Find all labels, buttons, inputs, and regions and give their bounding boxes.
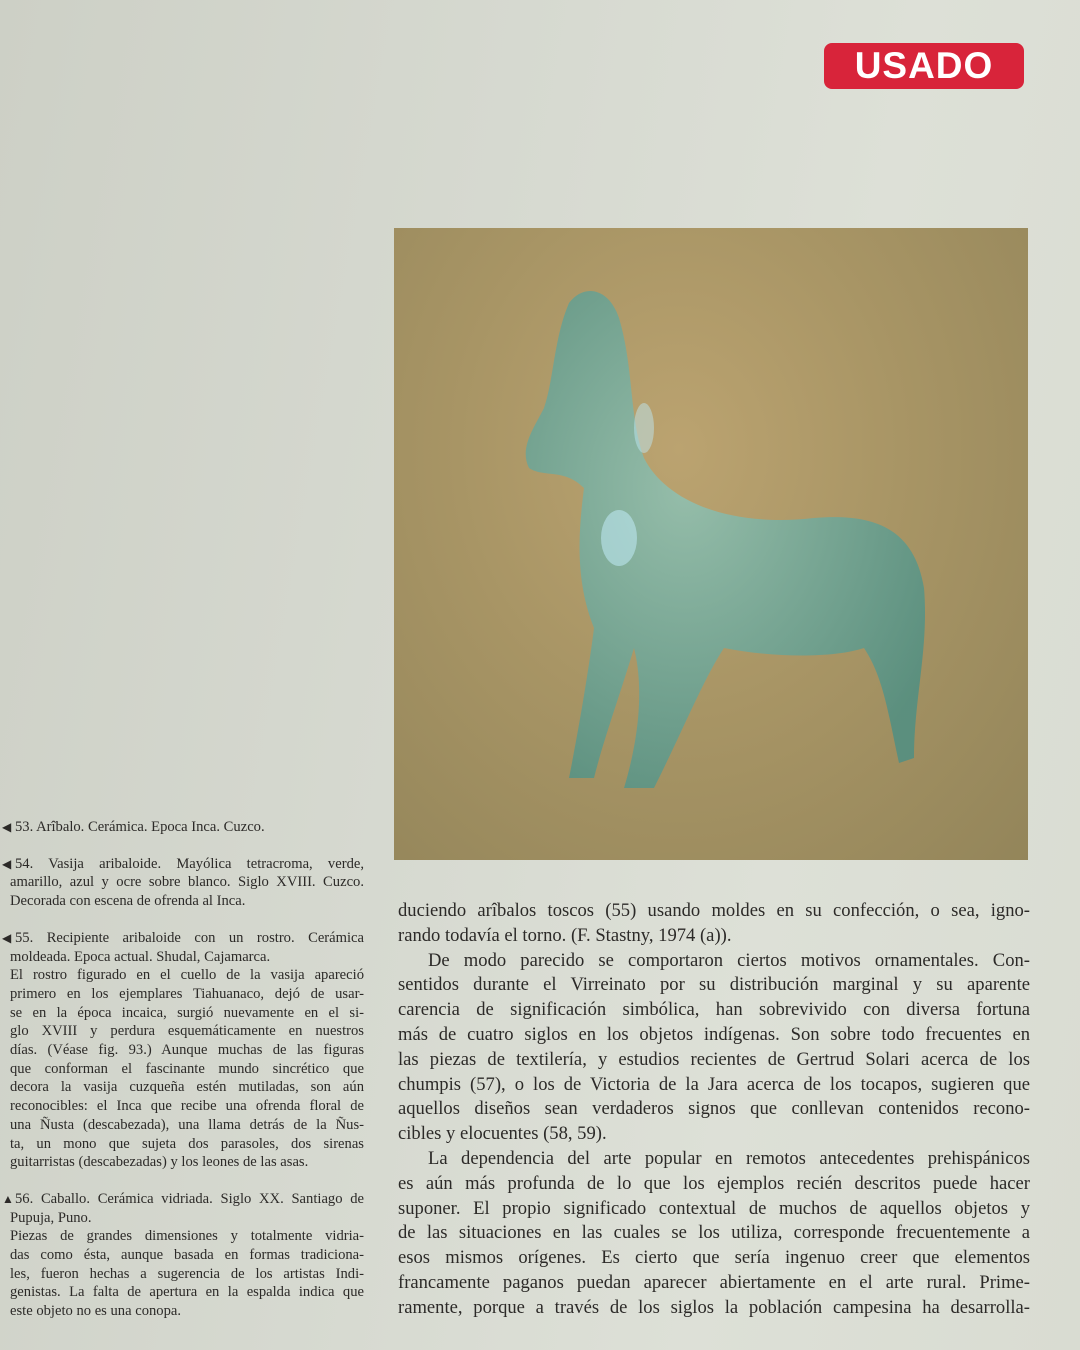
caption-53: ◀ 53. Arîbalo. Cerámica. Epoca Inca. Cuzco. <box>2 819 265 835</box>
horse-photo <box>394 228 1028 860</box>
caption-54: ◀ 54. Vasija aribaloide. Mayólica tetracroma, verde, amarillo, azul y ocre sobre blanco. Siglo XVIII. Cuzco. Decorada con escena de ofrenda al Inca. <box>2 855 364 910</box>
figure-captions <box>2 818 364 1334</box>
caret-left-icon: ◀ <box>2 820 12 834</box>
used-badge: USADO <box>824 43 1024 89</box>
caret-up-icon: ▲ <box>2 1191 14 1206</box>
caret-left-icon: ◀ <box>2 930 12 945</box>
caption-56: ▲ 56. Caballo. Cerámica vidriada. Siglo XX. Santiago de Pupuja, Puno. Piezas de grandes dimensiones y totalmente vidria- das como ésta, aunque basada en formas tradiciona- les, fueron hechas a sugerencia de los artistas Indi- genistas. La falta de apertura en la espalda indica que este objeto no es una conopa. <box>2 1190 364 1320</box>
caption-55: ◀ 55. Recipiente aribaloide con un rostro. Cerámica moldeada. Epoca actual. Shudal, Cajamarca. El rostro figurado en el cuello de la vasija apareció primero en los ejemplares Tiahuanaco, dejó de usar- se en la época incaica, surgió nuevamente en el si- glo XVIII y perdura esquemáticamente en nuestros días. (Véase fig. 93.) Aunque muchas de las figuras que conforman el fascinante mundo sincrético que decora la vasija cuzqueña estén mutiladas, son aún reconocibles: el Inca que recibe una ofrenda floral de una Ñusta (descabezada), una llama detrás de la Ñus- ta, un mono que sujeta dos parasoles, dos sirenas guitarristas (descabezadas) y los leones de las asas. <box>2 929 364 1171</box>
body-text <box>398 899 1030 1321</box>
paragraph: duciendo arîbalos toscos (55) usando moldes en su confección, o sea, igno- rando todavía el torno. (F. Stastny, 1974 (a)). <box>398 900 1030 946</box>
paragraph: La dependencia del arte popular en remotos antecedentes prehispánicos es aún más profunda de lo que los ejemplos recién descritos puede hacer suponer. El propio significado contextual de muchos de aquellos objetos y de las situaciones en las cuales se los utiliza, corresponde frecuentemente a esos mismos orígenes. Es cierto que sería ingenuo creer que elementos francamente paganos puedan aparecer abiertamente en el arte rural. Prime- ramente, porque a través de los siglos la población campesina ha desarrolla- <box>398 1147 1030 1318</box>
paragraph: De modo parecido se comportaron ciertos motivos ornamentales. Con- sentidos durante el Virreinato por su distribución marginal y su aparente carencia de significación simbólica, han sobrevivido con diversa fortuna más de cuatro siglos en los objetos indígenas. Son sobre todo frecuentes en las piezas de textilería, y estudios recientes de Gertrud Solari acerca de los chumpis (57), o los de Victoria de la Jara acerca de los tocapos, sugieren que aquellos diseños sean verdaderos signos que conllevan contenidos recono- cibles y elocuentes (58, 59). <box>398 949 1030 1145</box>
caret-left-icon: ◀ <box>2 856 12 871</box>
horse-figure-image <box>394 228 1028 860</box>
